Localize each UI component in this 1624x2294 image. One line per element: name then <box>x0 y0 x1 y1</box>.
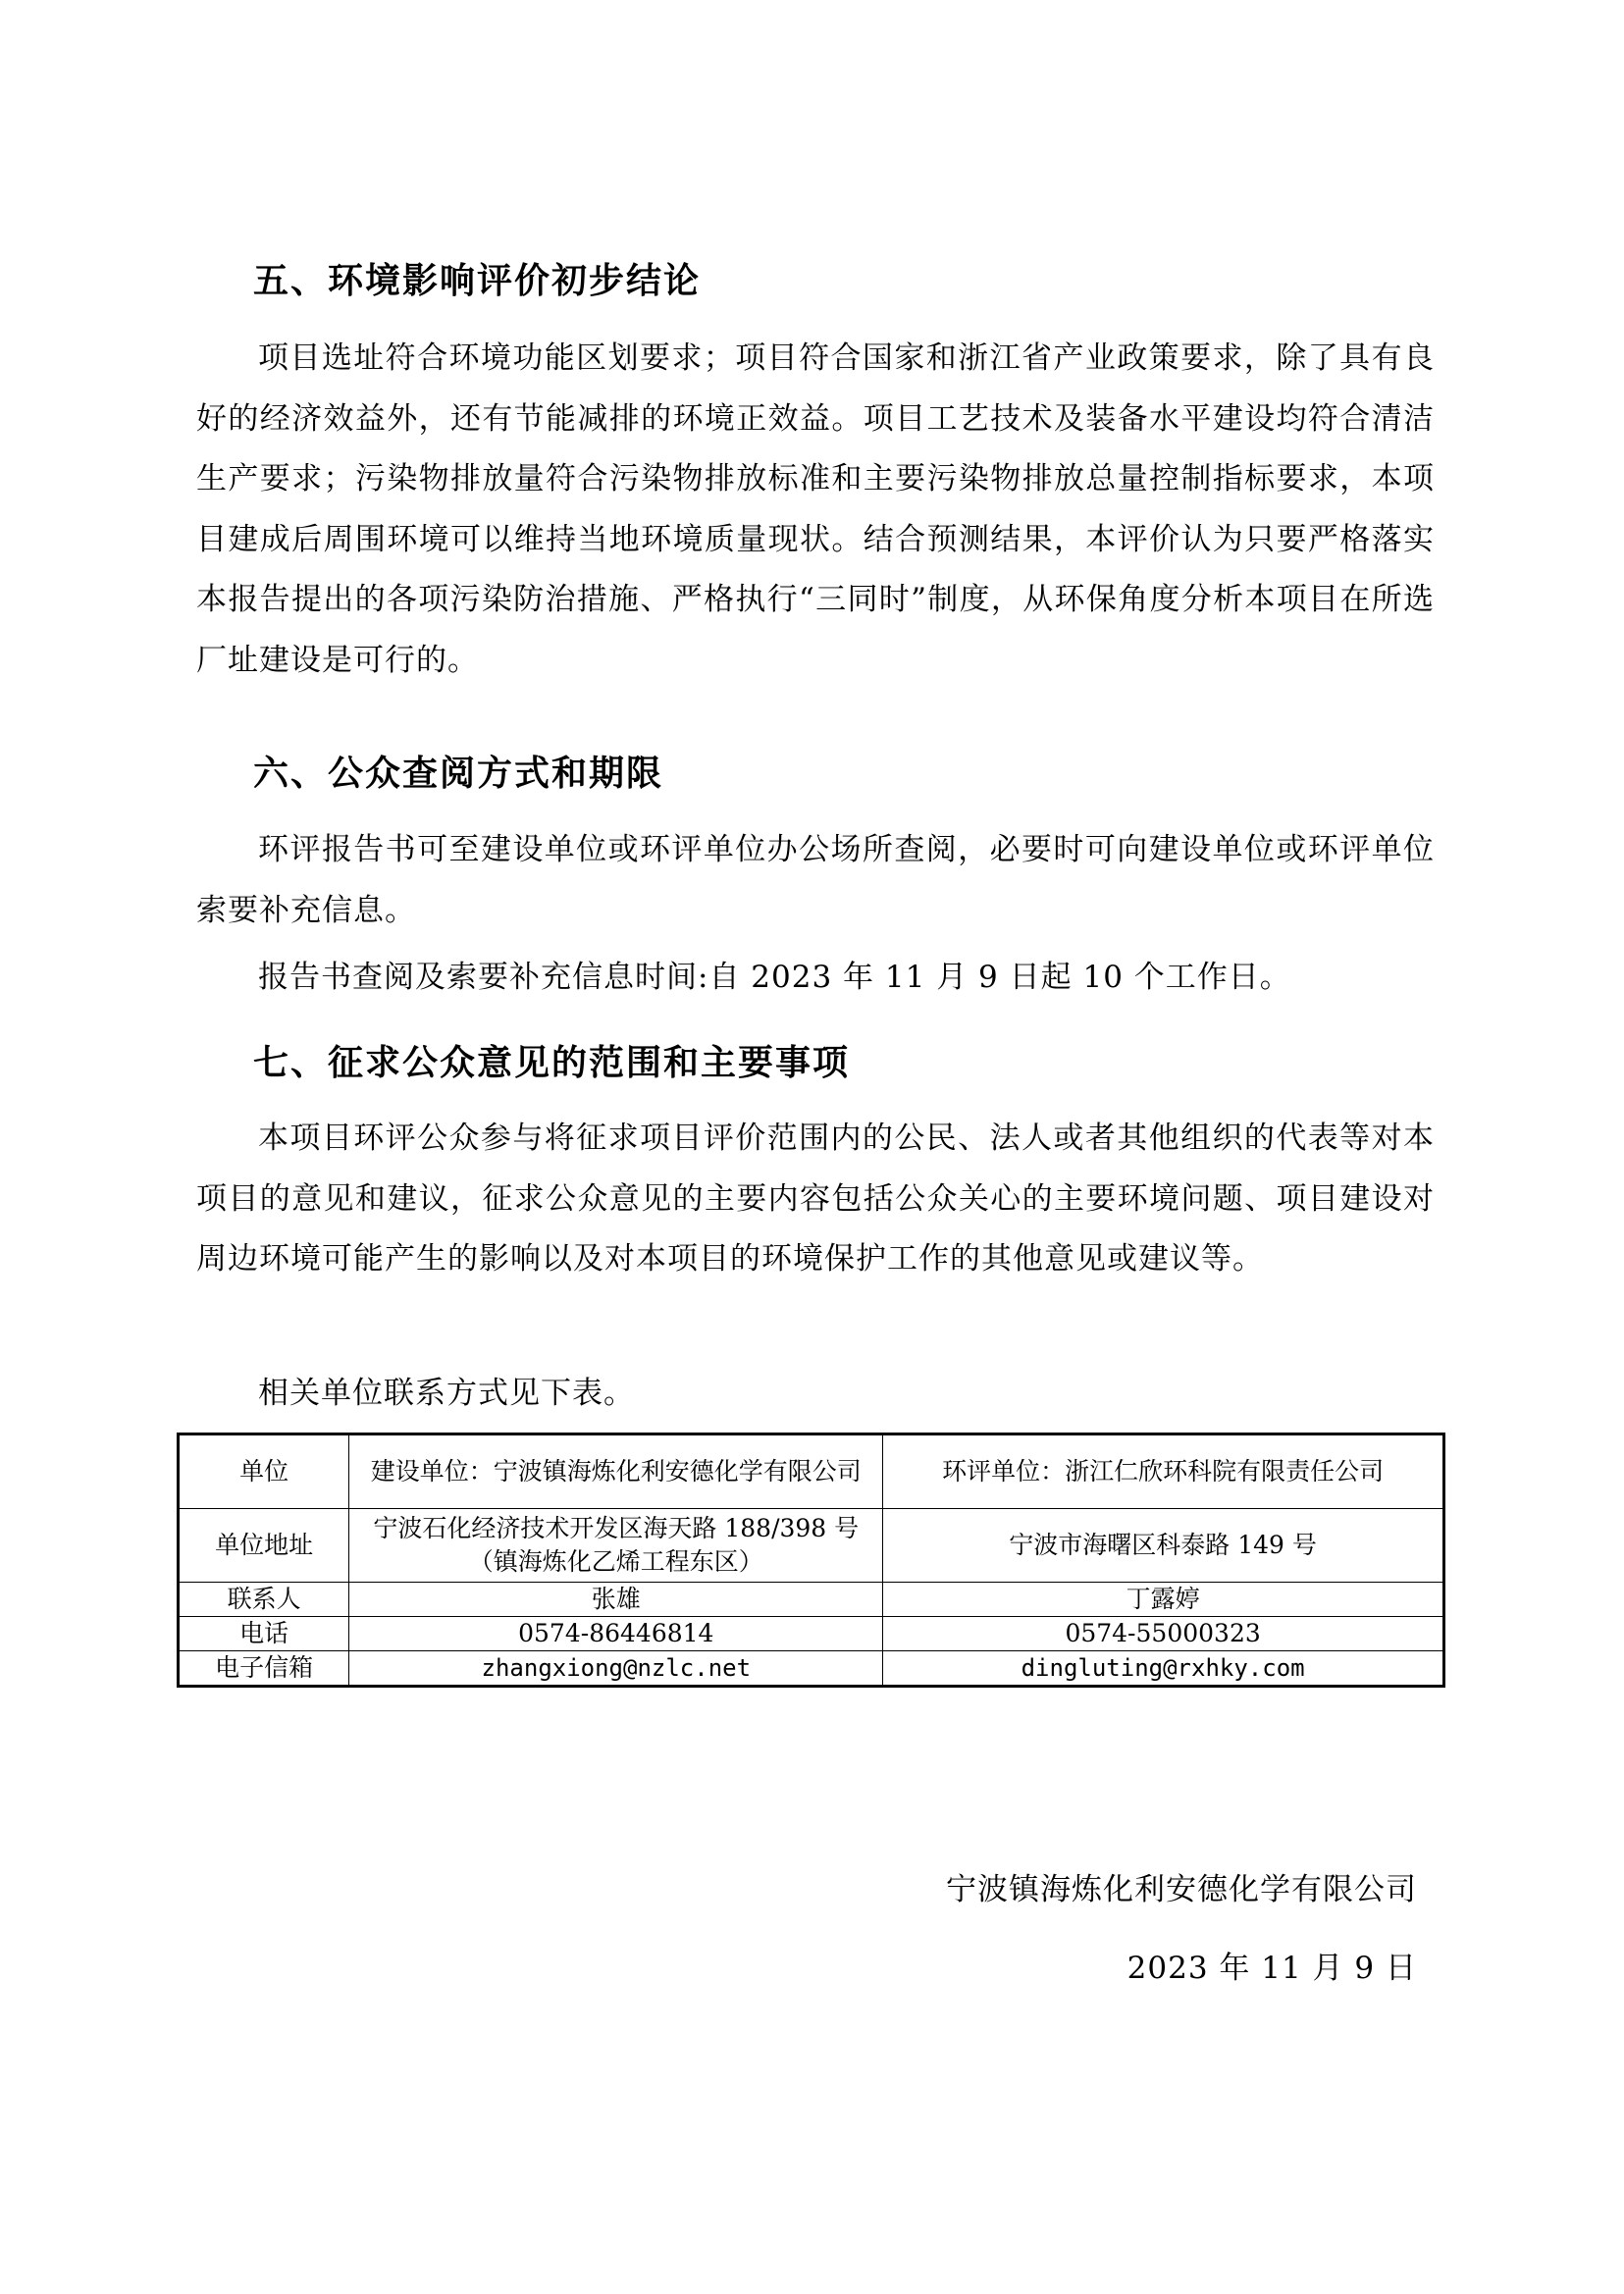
table-row <box>179 1651 1444 1687</box>
row-label: 电子信箱 <box>179 1651 349 1687</box>
table-intro: 相关单位联系方式见下表。 <box>258 1376 635 1411</box>
section6-paragraph: 环评报告书可至建设单位或环评单位办公场所查阅，必要时可向建设单位或环评单位索要补充信息。 <box>196 832 1435 928</box>
section6-heading: 六、公众查阅方式和期限 <box>253 754 664 794</box>
row-label: 电话 <box>179 1617 349 1651</box>
table-row <box>179 1617 1444 1651</box>
section6-period: 报告书查阅及索要补充信息时间:自 2023 年 11 月 9 日起 10 个工作日。 <box>258 960 1291 995</box>
section5-heading: 五、环境影响评价初步结论 <box>253 261 702 301</box>
section7-paragraph: 本项目环评公众参与将征求项目评价范围内的公民、法人或者其他组织的代表等对本项目的意见和建议，征求公众意见的主要内容包括公众关心的主要环境问题、项目建设对周边环境可能产生的影响以及对本项目的环境保护工作的其他意见或建议等。 <box>196 1121 1435 1277</box>
table-row <box>179 1509 1444 1583</box>
contacts-table <box>177 1433 1445 1688</box>
row-label: 单位 <box>179 1434 349 1509</box>
assessor-cell: 宁波市海曙区科泰路 149 号 <box>883 1509 1444 1583</box>
builder-cell: 张雄 <box>349 1583 883 1617</box>
builder-cell: 0574-86446814 <box>349 1617 883 1651</box>
signature-company: 宁波镇海炼化利安德化学有限公司 <box>946 1872 1417 1907</box>
assessor-cell: dingluting@rxhky.com <box>883 1651 1444 1687</box>
row-label: 单位地址 <box>179 1509 349 1583</box>
section5-paragraph: 项目选址符合环境功能区划要求；项目符合国家和浙江省产业政策要求，除了具有良好的经济效益外，还有节能减排的环境正效益。项目工艺技术及装备水平建设均符合清洁生产要求；污染物排放量符合污染物排放标准和主要污染物排放总量控制指标要求，本项目建成后周围环境可以维持当地环境质量现状。结合预测结果，本评价认为只要严格落实本报告提出的各项污染防治措施、严格执行“三同时”制度，从环保角度分析本项目在所选厂址建设是可行的。 <box>196 340 1435 678</box>
row-label: 联系人 <box>179 1583 349 1617</box>
signature-date: 2023 年 11 月 9 日 <box>1126 1951 1417 1986</box>
table-row <box>179 1434 1444 1509</box>
builder-cell: 建设单位：宁波镇海炼化利安德化学有限公司 <box>349 1434 883 1509</box>
builder-cell: zhangxiong@nzlc.net <box>349 1651 883 1687</box>
builder-cell: 宁波石化经济技术开发区海天路 188/398 号（镇海炼化乙烯工程东区） <box>349 1509 883 1583</box>
table-row <box>179 1583 1444 1617</box>
assessor-cell: 0574-55000323 <box>883 1617 1444 1651</box>
assessor-cell: 环评单位：浙江仁欣环科院有限责任公司 <box>883 1434 1444 1509</box>
assessor-cell: 丁露婷 <box>883 1583 1444 1617</box>
section7-heading: 七、征求公众意见的范围和主要事项 <box>253 1043 851 1083</box>
